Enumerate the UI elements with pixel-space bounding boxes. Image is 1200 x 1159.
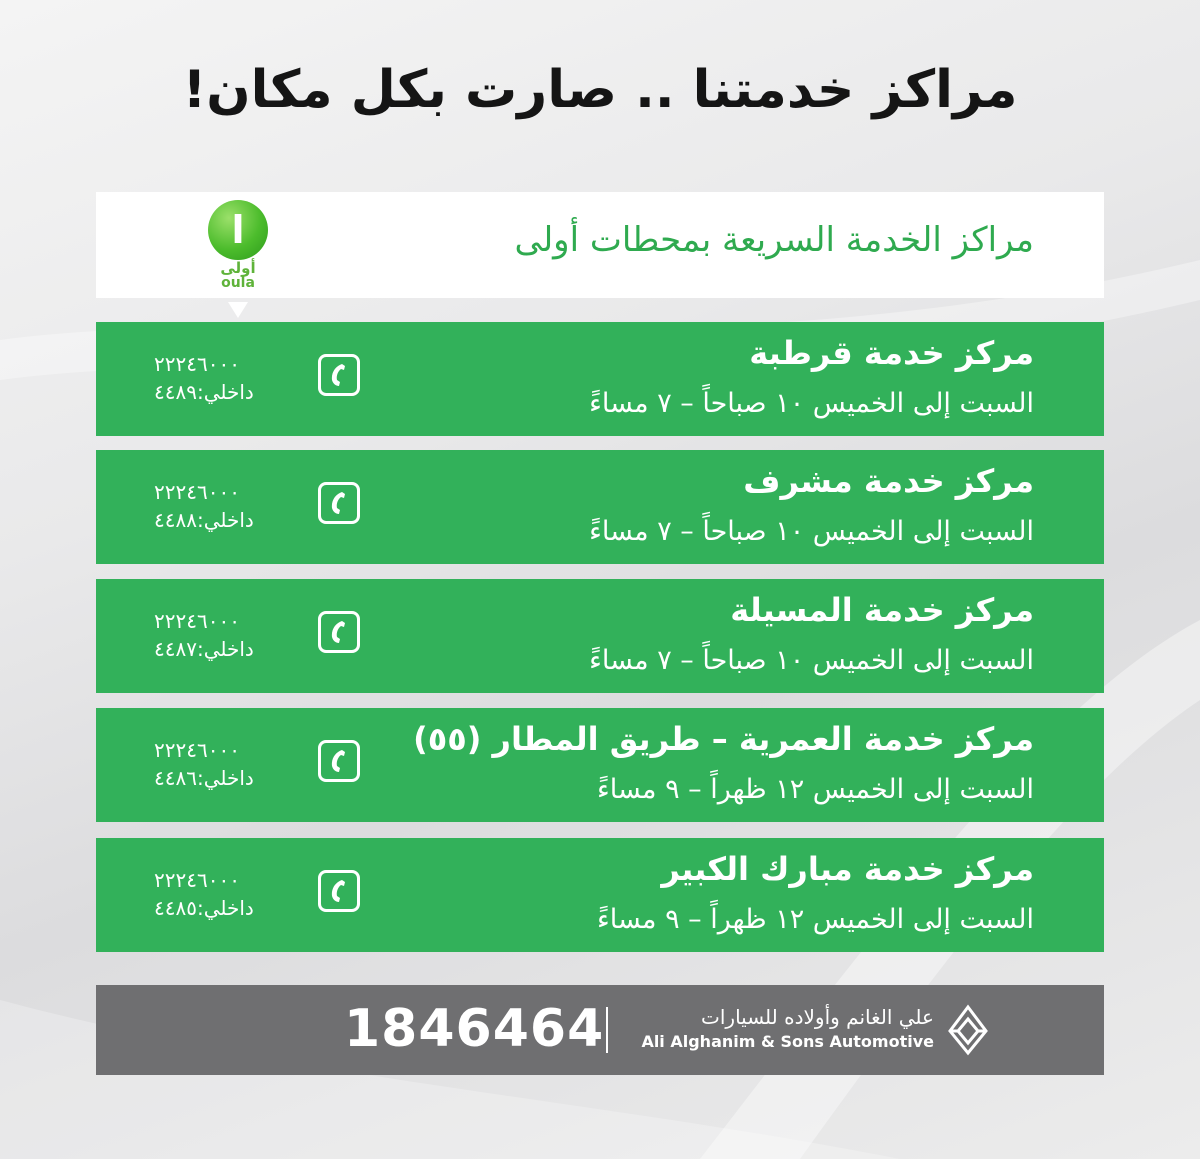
- center-hours: السبت إلى الخميس ١٠ صباحاً – ٧ مساءً: [589, 516, 1034, 547]
- pointer-arrow: [228, 302, 248, 318]
- brand-name-arabic: علي الغانم وأولاده للسيارات: [701, 1005, 934, 1029]
- center-name: مركز خدمة مشرف: [743, 462, 1034, 500]
- service-center-row: [96, 579, 1104, 693]
- center-hours: السبت إلى الخميس ١٢ ظهراً – ٩ مساءً: [597, 774, 1034, 805]
- service-center-row: [96, 838, 1104, 952]
- phone-icon[interactable]: [318, 740, 360, 782]
- phone-extension: داخلي:٤٤٨٨: [154, 508, 254, 532]
- phone-number[interactable]: ٢٢٢٤٦٠٠٠: [154, 738, 240, 762]
- alghanim-logo-icon: [944, 1001, 992, 1059]
- service-center-row: [96, 450, 1104, 564]
- phone-extension: داخلي:٤٤٨٥: [154, 896, 254, 920]
- center-hours: السبت إلى الخميس ١٠ صباحاً – ٧ مساءً: [589, 388, 1034, 419]
- hotline-number[interactable]: 1846464: [344, 999, 605, 1059]
- phone-number[interactable]: ٢٢٢٤٦٠٠٠: [154, 868, 240, 892]
- phone-number[interactable]: ٢٢٢٤٦٠٠٠: [154, 609, 240, 633]
- phone-extension: داخلي:٤٤٨٧: [154, 637, 254, 661]
- oula-logo-mark: ا: [208, 200, 268, 260]
- center-name: مركز خدمة العمرية – طريق المطار (٥٥): [413, 720, 1034, 758]
- service-center-row: [96, 322, 1104, 436]
- oula-logo-english: oula: [221, 275, 255, 291]
- page-headline: مراكز خدمتنا .. صارت بكل مكان!: [182, 60, 1018, 120]
- phone-extension: داخلي:٤٤٨٦: [154, 766, 254, 790]
- subtitle-bar: [96, 192, 1104, 298]
- phone-icon[interactable]: [318, 482, 360, 524]
- footer-bar: [96, 985, 1104, 1075]
- center-name: مركز خدمة قرطبة: [749, 334, 1034, 372]
- footer-divider: [606, 1007, 608, 1053]
- brand-name-english: Ali Alghanim & Sons Automotive: [641, 1032, 934, 1051]
- center-name: مركز خدمة مبارك الكبير: [661, 850, 1034, 888]
- phone-icon[interactable]: [318, 611, 360, 653]
- center-hours: السبت إلى الخميس ١٢ ظهراً – ٩ مساءً: [597, 904, 1034, 935]
- phone-icon[interactable]: [318, 870, 360, 912]
- service-center-row: [96, 708, 1104, 822]
- phone-icon[interactable]: [318, 354, 360, 396]
- center-name: مركز خدمة المسيلة: [730, 591, 1034, 629]
- phone-number[interactable]: ٢٢٢٤٦٠٠٠: [154, 480, 240, 504]
- oula-logo: [208, 192, 268, 298]
- oula-logo-arabic: أولى: [220, 259, 256, 277]
- center-hours: السبت إلى الخميس ١٠ صباحاً – ٧ مساءً: [589, 645, 1034, 676]
- phone-extension: داخلي:٤٤٨٩: [154, 380, 254, 404]
- subtitle-text: مراكز الخدمة السريعة بمحطات أولى: [514, 220, 1034, 260]
- phone-number[interactable]: ٢٢٢٤٦٠٠٠: [154, 352, 240, 376]
